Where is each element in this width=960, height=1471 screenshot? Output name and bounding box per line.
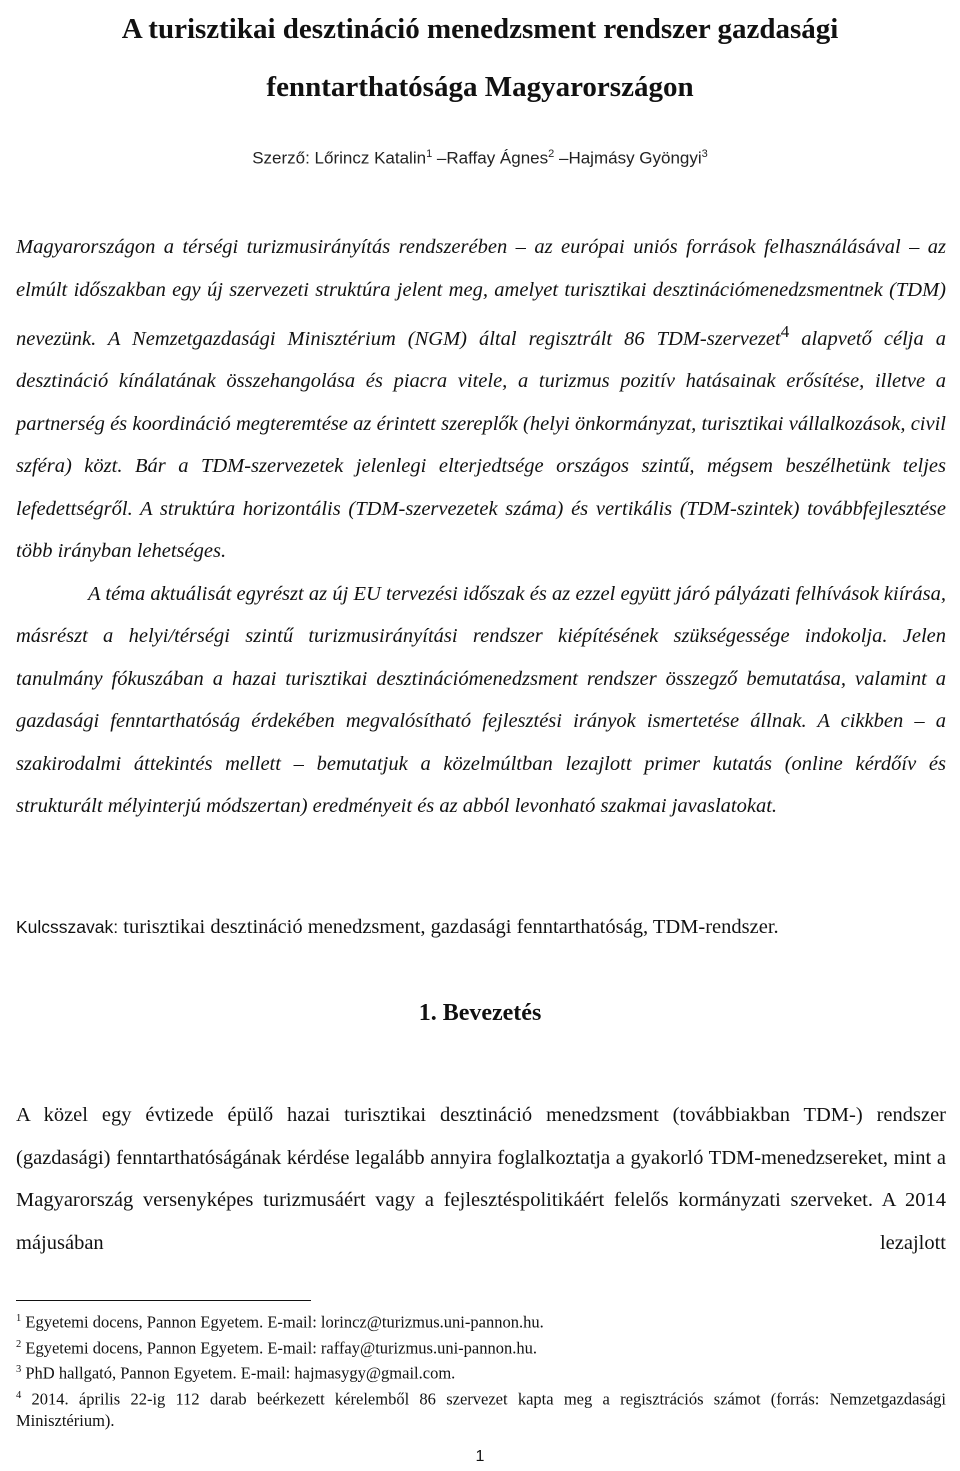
title-line-1: A turisztikai desztináció menedzsment rendszer gazdasági bbox=[121, 13, 839, 45]
footnote-text: 2014. április 22-ig 112 darab beérkezett kérelemből 86 szervezet kapta meg a regisztrációs számot (forrás: Nemzetgazdasági Minisztérium). bbox=[16, 1389, 946, 1430]
footnote-number: 3 bbox=[16, 1364, 22, 1375]
keywords bbox=[16, 912, 946, 942]
section-heading: 1. Bevezetés bbox=[418, 1000, 542, 1026]
footnote-text: Egyetemi docens, Pannon Egyetem. E-mail: lorincz@turizmus.uni-pannon.hu. bbox=[21, 1312, 544, 1332]
abstract-paragraph-1 bbox=[16, 226, 946, 573]
author-footnote-ref-2: 2 bbox=[548, 148, 555, 160]
author-line bbox=[0, 148, 960, 169]
author-footnote-ref-1: 1 bbox=[426, 148, 433, 160]
author-second: –Raffay Ágnes bbox=[432, 148, 549, 168]
footnote-1 bbox=[16, 1308, 946, 1334]
abstract-footnote-ref-4: 4 bbox=[780, 322, 790, 341]
footnote-4 bbox=[16, 1385, 946, 1433]
footnotes bbox=[16, 1308, 946, 1432]
footnote-number: 4 bbox=[16, 1389, 22, 1401]
footnote-number: 2 bbox=[16, 1338, 22, 1350]
footnote-text: Egyetemi docens, Pannon Egyetem. E-mail: raffay@turizmus.uni-pannon.hu. bbox=[21, 1338, 537, 1357]
footnote-separator bbox=[16, 1300, 311, 1301]
author-prefix: Szerző: Lőrincz Katalin bbox=[252, 148, 427, 168]
paper-title bbox=[0, 0, 960, 116]
page-number: 1 bbox=[475, 1448, 485, 1465]
abstract-paragraph-2: A téma aktuálisát egyrészt az új EU tervezési időszak és az ezzel együtt járó pályázati felhívások kiírása, másrészt a helyi/térségi szintű turizmusirányítási rendszer kiépítésének szükségessége indokolja. Jelen tanulmány fókuszában a hazai turisztikai desztinációmenedzsment rendszer összegző bemutatása, valamint a gazdasági fenntarthatóság érdekében megvalósítható fejlesztési irányok ismertetése állnak. A cikkben – a szakirodalmi áttekintés mellett – bemutatjuk a közelmúltban lezajlott primer kutatás (online kérdőív és strukturált mélyinterjú módszertan) eredményeit és az abból levonható szakmai javaslatokat. bbox=[16, 582, 946, 818]
abstract bbox=[16, 226, 946, 828]
footnote-text: PhD hallgató, Pannon Egyetem. E-mail: hajmasygy@gmail.com. bbox=[21, 1363, 456, 1383]
author-third: –Hajmásy Gyöngyi bbox=[554, 148, 702, 168]
abstract-p1-text-b: alapvető célja a desztináció kínálatának összehangolása és piacra vitele, a turizmus pozitív hatásainak erősítése, illetve a partnerség és koordináció megteremtése az érintett szereplők (helyi önkormányzat, turisztikai vállalkozások, civil szféra) közt. Bár a TDM-szervezetek jelenlegi elterjedtsége országos szintű, mégsem beszélhetünk teljes lefedettségről. A struktúra horizontális (TDM-szervezetek száma) és vertikális (TDM-szintek) továbbfejlesztése több irányban lehetséges. bbox=[16, 327, 946, 563]
footnote-2 bbox=[16, 1334, 946, 1360]
body-paragraph: A közel egy évtizede épülő hazai turisztikai desztináció menedzsment (továbbiakban TDM-) rendszer (gazdasági) fenntarthatóságának kérdése legalább annyira foglalkoztatja a gyakorló TDM-menedzsereket, mint a Magyarország versenyképes turizmusáért vagy a fejlesztéspolitikáért felelős kormányzati szerveket. A 2014 májusában lezajlott bbox=[16, 1104, 946, 1254]
footnote-3 bbox=[16, 1359, 946, 1385]
keywords-label: Kulcsszavak: bbox=[16, 917, 119, 937]
keywords-text: turisztikai desztináció menedzsment, gazdasági fenntarthatóság, TDM-rendszer. bbox=[118, 916, 779, 938]
footnote-number: 1 bbox=[16, 1313, 22, 1324]
abstract-p1-text-a: Magyarországon a térségi turizmusirányítás rendszerében – az európai uniós források felhasználásával – az elmúlt időszakban egy új szervezeti struktúra jelent meg, amelyet turisztikai desztinációmenedzsmentnek (TDM) nevezünk. A Nemzetgazdasági Minisztérium (NGM) által regisztrált 86 TDM-szervezet bbox=[16, 236, 946, 350]
title-line-2: fenntarthatósága Magyarországon bbox=[266, 71, 694, 103]
author-footnote-ref-3: 3 bbox=[701, 148, 708, 160]
